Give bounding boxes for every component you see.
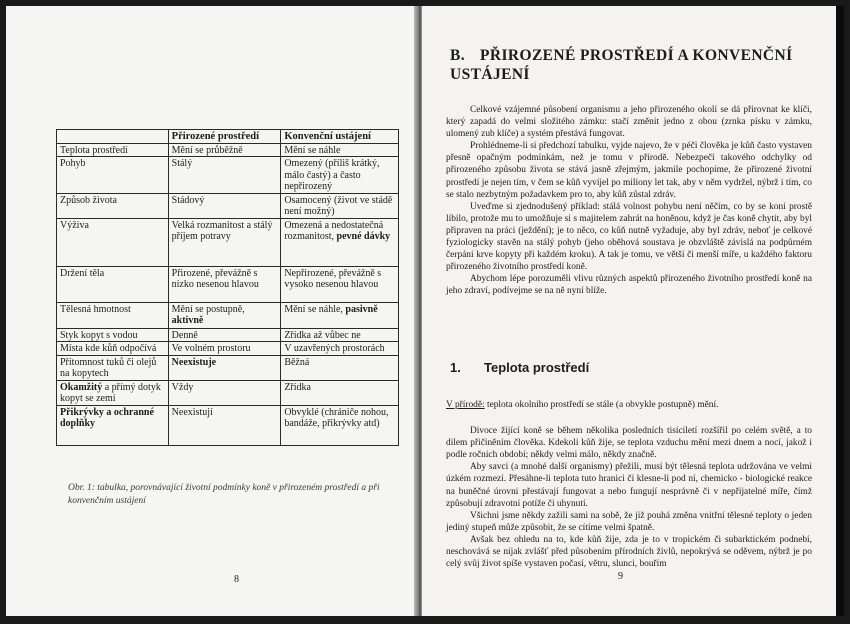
- natural-cell: [168, 302, 281, 328]
- table-header-row: [57, 130, 399, 144]
- definition-line: [446, 399, 812, 411]
- paragraph: Celkové vzájemné působení organismu a jeho přirozeného okolí se dá přirovnat ke klíči, který zapadá do velmi složitého zámku: stačí změnit jedno z obou (zrnka písku v zámku, ulomený zub klíče) a systém přestává fungovat.: [446, 105, 812, 140]
- conventional-cell: [281, 302, 399, 328]
- natural-cell: Denně: [168, 328, 281, 342]
- conventional-text: Omezená a nedostatečná rozmanitost,: [284, 219, 384, 242]
- header-conventional: Konvenční ustájení: [281, 130, 399, 144]
- row-label: Způsob života: [57, 193, 169, 218]
- left-page: [6, 6, 418, 616]
- section-heading: [450, 360, 589, 375]
- paragraph: Všichni jsme někdy zažili sami na sobě, že již pouhá změna vnitřní tělesné teploty o jeden jediný stupeň může způsobit, že se cítíme velmi špatně.: [446, 510, 812, 533]
- paragraph: Prohlédneme-li si předchozí tabulku, vyjde najevo, že v péči člověka je kůň často vystaven přesně opačným podmínkám, než je tomu v přírodě. Nebezpečí takového odchylky od přirozeného způsobu života se stává jasně zřejmým, jakmile pochopíme, že přirozené životní prostředí je nejen tím, v čem se kůň vyvíjel po miliony let tak, aby v něm vydržel, nýbrž i tím, co se stalo nezbytným požadavkem pro to, aby kůň zůstal zdráv.: [446, 141, 812, 200]
- section-number: 1.: [450, 360, 461, 375]
- conventional-cell: Zřídka: [281, 380, 399, 405]
- conventional-cell: Nepřirozené, převážně s vysoko nesenou hlavou: [281, 266, 399, 302]
- row-label: Teplota prostředí: [57, 143, 169, 157]
- paragraph: Avšak bez ohledu na to, kde kůň žije, zda je to v tropickém či subarktickém podnebí, neschovává se nijak zvlášť před působením přírodních živlů, nepokrývá se oděvem, nýbrž je po celý svůj život spíše vystaven počasí, větru, slunci, bouřím: [446, 534, 812, 570]
- table-row: [57, 405, 399, 445]
- natural-cell: Ve volném prostoru: [168, 342, 281, 356]
- row-label: Místa kde kůň odpočívá: [57, 342, 169, 356]
- row-label: Přítomnost tuků či olejů na kopytech: [57, 355, 169, 380]
- conventional-cell: Běžná: [281, 355, 399, 380]
- row-label-text: a přímý dotyk kopyt se zemí: [60, 381, 161, 404]
- table-row: [57, 193, 399, 218]
- row-label-emphasis: Okamžitý: [60, 381, 103, 393]
- table-row: [57, 380, 399, 405]
- table-row: [57, 157, 399, 194]
- chapter-heading: [450, 46, 810, 84]
- natural-cell: Vždy: [168, 380, 281, 405]
- chapter-title: PŘIROZENÉ PROSTŘEDÍ A KONVENČNÍ USTÁJENÍ: [450, 47, 793, 83]
- definition-label: V přírodě:: [446, 400, 485, 410]
- conventional-emphasis: pevné dávky: [336, 231, 391, 242]
- natural-cell: Neexistují: [168, 405, 281, 445]
- natural-cell: Stádový: [168, 193, 281, 218]
- natural-cell: Neexistuje: [168, 355, 281, 380]
- table-row: [57, 218, 399, 266]
- conventional-cell: V uzavřených prostorách: [281, 342, 399, 356]
- section-text: [446, 399, 812, 570]
- table-row: [57, 143, 399, 157]
- natural-cell: Přirozené, převážně s nízko nesenou hlavou: [168, 266, 281, 302]
- intro-text: [446, 104, 812, 298]
- table-row: [57, 342, 399, 356]
- paragraph: Abychom lépe porozuměli vlivu různých aspektů přirozeného životního prostředí koně na jeho zdraví, podívejme se na ně nyní blíže.: [446, 274, 812, 297]
- row-label: Přikrývky a ochranné doplňky: [57, 405, 169, 445]
- page-number-right: 9: [618, 571, 623, 582]
- comparison-table: [56, 129, 399, 446]
- natural-cell: Velká rozmanitost a stálý příjem potravy: [168, 218, 281, 266]
- row-label: [57, 380, 169, 405]
- paragraph: Uveďme si zjednodušený příklad: stálá volnost pohybu není něčím, co by se koni prostě líbilo, protože mu to umožňuje si s majitelem zahrát na honěnou, když je čas koně chytit, aby byl připraven na práci (ježdění); je to něco, co kůň nutně vyžaduje, aby byl zdráv, neboť je celkové fyziologicky stavěn na stálý pohyb (jeho oběhová soustava je obzvláště závislá na podpůrném čerpání krve kopyty při každém kroku). A tak je tomu, ve větší či menší míře, u každého faktoru přirozeného životního prostředí koně.: [446, 201, 812, 273]
- table-row: [57, 328, 399, 342]
- book-edge: [836, 6, 844, 616]
- natural-cell: Stálý: [168, 157, 281, 194]
- paragraph: Divoce žijící koně se během několika posledních tisíciletí rozšířil po celém světě, a to dilem přičiněním člověka. Kdekoli kůň žije, se teplota vzduchu mění mezi dnem a nocí, jakož i podle ročních období; někdy velmi málo, někdy značně.: [446, 426, 812, 461]
- conventional-cell: Obvyklé (chrániče nohou, bandáže, přikrývky atd): [281, 405, 399, 445]
- row-label: Styk kopyt s vodou: [57, 328, 169, 342]
- natural-cell: Mění se průběžně: [168, 143, 281, 157]
- header-natural: Přirozené prostředí: [168, 130, 281, 144]
- natural-emphasis: aktivně: [171, 315, 204, 326]
- right-page: [422, 6, 836, 616]
- table-row: [57, 302, 399, 328]
- row-label: Držení těla: [57, 266, 169, 302]
- conventional-cell: Zřídka až vůbec ne: [281, 328, 399, 342]
- conventional-cell: Omezený (příliš krátký, málo častý) a často nepřirozený: [281, 157, 399, 194]
- definition-text: teplota okolního prostředí se stále (a obvykle postupně) mění.: [484, 400, 719, 410]
- paragraph: Aby savci (a mnohé další organismy) přežili, musí být tělesná teplota udržována ve velmi úzkém rozmezí. Přesáhne-li teplota tuto hranici či klesne-li pod ní, chemicko - biologické reakce na buněčné úrovni přestávají fungovat a nebo fungují nesprávně či v nepřijatelné míře, čímž způsobují zdravotní potíže či uhynutí.: [446, 462, 812, 509]
- natural-text: Mění se postupně,: [171, 303, 245, 315]
- conventional-emphasis: pasivně: [345, 303, 378, 315]
- row-label: Tělesná hmotnost: [57, 302, 169, 328]
- conventional-cell: Osamocený (život ve stádě není možný): [281, 193, 399, 218]
- conventional-cell: [281, 218, 399, 266]
- table-row: [57, 355, 399, 380]
- row-label: Výživa: [57, 218, 169, 266]
- chapter-number: B.: [450, 47, 466, 64]
- table-caption: Obr. 1: tabulka, porovnávající životní podmínky koně v přirozeném prostředí a při konvenčním ustájení: [68, 483, 380, 506]
- row-label: Pohyb: [57, 157, 169, 194]
- conventional-text: Mění se náhle,: [284, 303, 343, 315]
- page-number-left: 8: [234, 574, 239, 585]
- header-empty-cell: [57, 130, 169, 144]
- section-title: Teplota prostředí: [484, 360, 590, 375]
- table-row: [57, 266, 399, 302]
- conventional-cell: Mění se náhle: [281, 143, 399, 157]
